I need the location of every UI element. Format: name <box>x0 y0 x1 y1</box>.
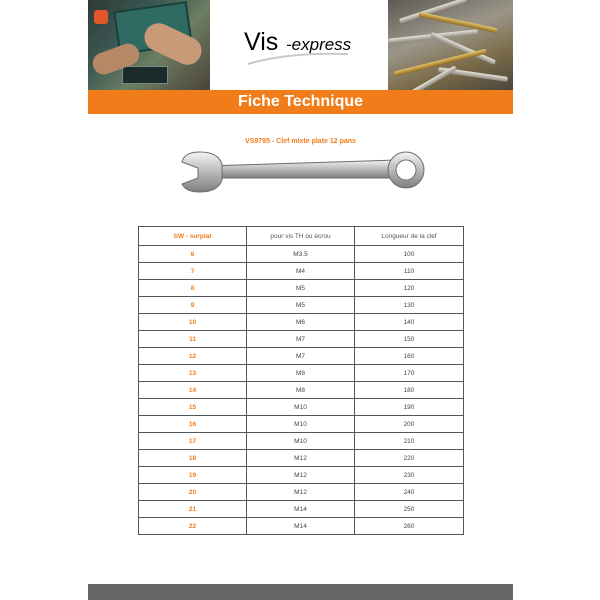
table-cell: 22 <box>139 518 247 535</box>
combination-wrench-icon <box>178 148 428 194</box>
table-cell: M10 <box>247 399 355 416</box>
table-cell: 140 <box>355 314 464 331</box>
table-row <box>139 263 464 280</box>
table-cell: 21 <box>139 501 247 518</box>
table-cell: M12 <box>247 484 355 501</box>
table-cell: 170 <box>355 365 464 382</box>
table-row <box>139 314 464 331</box>
table-row <box>139 433 464 450</box>
table-cell: M10 <box>247 433 355 450</box>
table-cell: 220 <box>355 450 464 467</box>
table-cell: 120 <box>355 280 464 297</box>
page-title: Fiche Technique <box>237 93 364 110</box>
table-cell: 12 <box>139 348 247 365</box>
table-cell: M12 <box>247 450 355 467</box>
table-cell: M7 <box>247 331 355 348</box>
table-cell: 160 <box>355 348 464 365</box>
header-banner <box>88 0 513 90</box>
table-cell: 20 <box>139 484 247 501</box>
table-body <box>139 246 464 535</box>
table-cell: 15 <box>139 399 247 416</box>
table-row <box>139 246 464 263</box>
table-cell: 6 <box>139 246 247 263</box>
footer-bar <box>88 584 513 600</box>
table-row <box>139 399 464 416</box>
table-row <box>139 484 464 501</box>
table-cell: M12 <box>247 467 355 484</box>
table-cell: M10 <box>247 416 355 433</box>
table-cell: 250 <box>355 501 464 518</box>
table-cell: 16 <box>139 416 247 433</box>
table-cell: 100 <box>355 246 464 263</box>
table-cell: 13 <box>139 365 247 382</box>
table-cell: 14 <box>139 382 247 399</box>
column-header: pour vis TH ou écrou <box>247 227 355 246</box>
table-cell: M3.5 <box>247 246 355 263</box>
table-row <box>139 416 464 433</box>
table-cell: 19 <box>139 467 247 484</box>
column-header: SW - surplat <box>139 227 247 246</box>
table-cell: M8 <box>247 382 355 399</box>
table-cell: 110 <box>355 263 464 280</box>
technical-sheet <box>88 0 513 600</box>
product-title: VS9795 - Clef mixte plate 12 pans <box>245 138 356 145</box>
table-cell: M4 <box>247 263 355 280</box>
table-row <box>139 518 464 535</box>
specs-table <box>138 226 464 535</box>
table-cell: 210 <box>355 433 464 450</box>
table-cell: M6 <box>247 314 355 331</box>
brand-suffix: -express <box>286 35 352 54</box>
table-cell: M14 <box>247 501 355 518</box>
electronics-repair-photo <box>88 0 210 90</box>
table-cell: 180 <box>355 382 464 399</box>
table-cell: 9 <box>139 297 247 314</box>
table-cell: 240 <box>355 484 464 501</box>
table-row <box>139 467 464 484</box>
table-row <box>139 280 464 297</box>
table-cell: 18 <box>139 450 247 467</box>
table-row <box>139 501 464 518</box>
title-bar <box>88 90 513 114</box>
table-cell: M8 <box>247 365 355 382</box>
table-cell: M5 <box>247 297 355 314</box>
table-cell: 8 <box>139 280 247 297</box>
table-cell: 190 <box>355 399 464 416</box>
screws-photo <box>388 0 513 90</box>
table-cell: M5 <box>247 280 355 297</box>
table-cell: 200 <box>355 416 464 433</box>
table-row <box>139 348 464 365</box>
table-row <box>139 297 464 314</box>
table-row <box>139 382 464 399</box>
table-row <box>139 331 464 348</box>
brand-name: Vis <box>244 28 279 56</box>
brand-logo <box>238 24 368 68</box>
table-cell: M7 <box>247 348 355 365</box>
column-header: Longueur de la clef <box>355 227 464 246</box>
table-row <box>139 365 464 382</box>
table-cell: M14 <box>247 518 355 535</box>
table-cell: 7 <box>139 263 247 280</box>
table-cell: 150 <box>355 331 464 348</box>
table-row <box>139 450 464 467</box>
table-cell: 17 <box>139 433 247 450</box>
table-cell: 130 <box>355 297 464 314</box>
table-cell: 230 <box>355 467 464 484</box>
table-cell: 260 <box>355 518 464 535</box>
table-cell: 11 <box>139 331 247 348</box>
table-header-row <box>139 227 464 246</box>
table-cell: 10 <box>139 314 247 331</box>
